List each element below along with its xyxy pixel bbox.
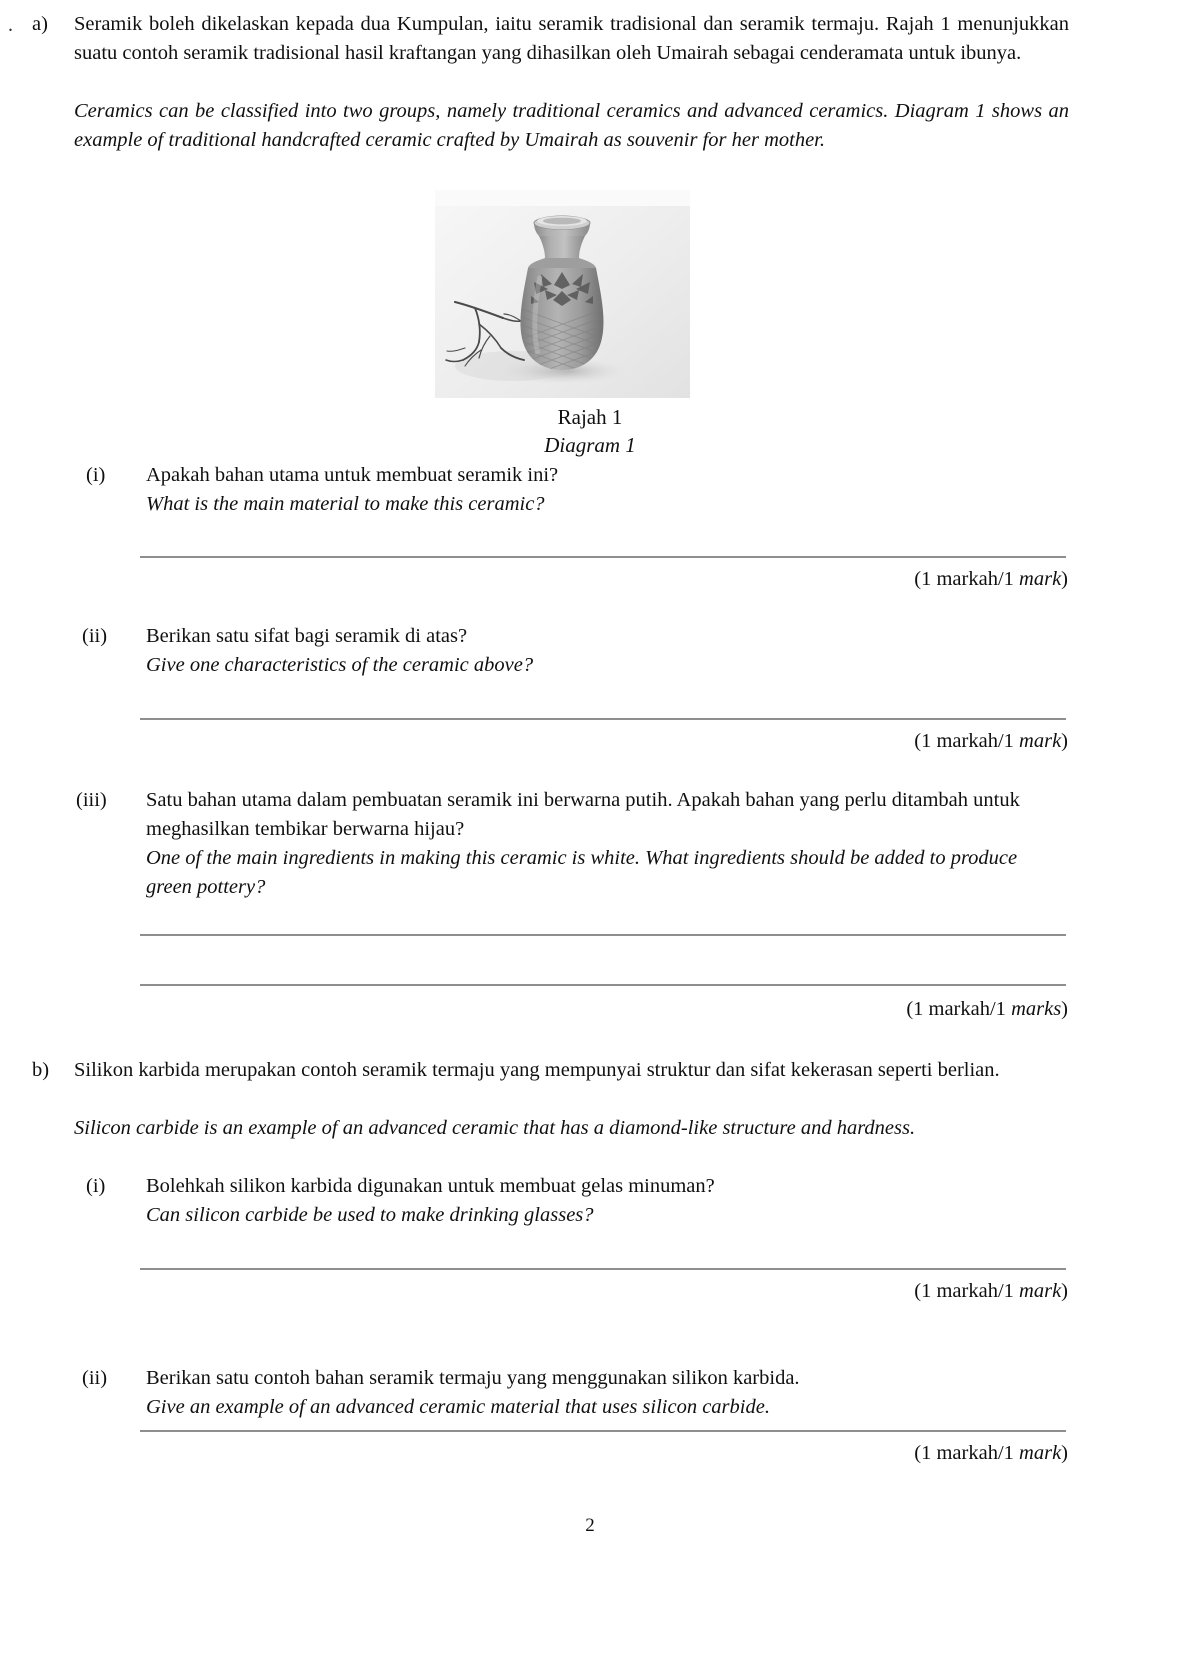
scan-artifact: . bbox=[8, 14, 13, 36]
question-b-ii-english: Give an example of an advanced ceramic material that uses silicon carbide. bbox=[146, 1396, 770, 1418]
question-b-i-english: Can silicon carbide be used to make drinking glasses? bbox=[146, 1204, 594, 1226]
question-a-iii-marker: (iii) bbox=[76, 789, 107, 811]
question-b-i-malay: Bolehkah silikon karbida digunakan untuk membuat gelas minuman? bbox=[146, 1175, 715, 1197]
question-a-iii-english: One of the main ingredients in making this ceramic is white. What ingredients should be added to produce green pottery? bbox=[146, 847, 1018, 898]
diagram-1-caption-malay: Rajah 1 bbox=[557, 405, 623, 429]
page-number: 2 bbox=[585, 1515, 595, 1536]
question-a-i-marker: (i) bbox=[86, 464, 106, 486]
marks-b-i bbox=[914, 1278, 1068, 1304]
marks-a-iii-suffix: ) bbox=[1061, 998, 1068, 1020]
marks-b-ii-suffix: ) bbox=[1061, 1442, 1068, 1464]
answer-line-b-i-1[interactable] bbox=[140, 1268, 1066, 1270]
marks-a-i-suffix: ) bbox=[1061, 568, 1068, 590]
question-a-ii-english: Give one characteristics of the ceramic above? bbox=[146, 654, 534, 676]
marks-a-ii-prefix: (1 markah/1 bbox=[914, 730, 1020, 752]
section-b-label: b) bbox=[32, 1059, 50, 1081]
marks-a-i-italic: mark bbox=[1019, 568, 1062, 590]
marks-a-i-prefix: (1 markah/1 bbox=[914, 568, 1020, 590]
marks-b-i-suffix: ) bbox=[1061, 1280, 1068, 1302]
marks-a-iii bbox=[906, 996, 1068, 1022]
answer-line-b-ii-1[interactable] bbox=[140, 1430, 1066, 1432]
question-a-i-english: What is the main material to make this ceramic? bbox=[146, 493, 545, 515]
question-b-i-marker: (i) bbox=[86, 1175, 106, 1197]
diagram-1-image bbox=[435, 190, 690, 398]
section-a-label: a) bbox=[32, 13, 48, 35]
section-b-english-intro: Silicon carbide is an example of an advanced ceramic that has a diamond-like structure and hardness. bbox=[74, 1117, 916, 1139]
diagram-1-caption-english: Diagram 1 bbox=[544, 433, 636, 457]
marks-a-ii-suffix: ) bbox=[1061, 730, 1068, 752]
answer-line-a-ii-1[interactable] bbox=[140, 718, 1066, 720]
question-a-ii-marker: (ii) bbox=[82, 625, 108, 647]
question-a-ii-malay: Berikan satu sifat bagi seramik di atas? bbox=[146, 625, 468, 647]
section-b-malay-intro: Silikon karbida merupakan contoh seramik termaju yang mempunyai struktur dan sifat kekerasan seperti berlian. bbox=[74, 1059, 1000, 1081]
marks-a-iii-italic: marks bbox=[1011, 998, 1062, 1020]
question-a-i-malay: Apakah bahan utama untuk membuat seramik ini? bbox=[146, 464, 559, 486]
question-b-ii-marker: (ii) bbox=[82, 1367, 108, 1389]
marks-b-ii bbox=[914, 1440, 1068, 1466]
marks-a-i bbox=[914, 566, 1068, 592]
answer-line-a-i-1[interactable] bbox=[140, 556, 1066, 558]
marks-b-ii-prefix: (1 markah/1 bbox=[914, 1442, 1020, 1464]
question-b-ii-malay: Berikan satu contoh bahan seramik termaju yang menggunakan silikon karbida. bbox=[146, 1367, 800, 1389]
marks-b-i-italic: mark bbox=[1019, 1280, 1062, 1302]
question-a-iii-malay: Satu bahan utama dalam pembuatan seramik ini berwarna putih. Apakah bahan yang perlu ditambah untuk meghasilkan tembikar berwarna hijau? bbox=[146, 789, 1020, 840]
marks-a-ii bbox=[914, 728, 1068, 754]
marks-b-i-prefix: (1 markah/1 bbox=[914, 1280, 1020, 1302]
answer-line-a-iii-1[interactable] bbox=[140, 934, 1066, 936]
answer-line-a-iii-2[interactable] bbox=[140, 984, 1066, 986]
marks-a-ii-italic: mark bbox=[1019, 730, 1062, 752]
marks-a-iii-prefix: (1 markah/1 bbox=[906, 998, 1012, 1020]
marks-b-ii-italic: mark bbox=[1019, 1442, 1062, 1464]
section-a-english-intro: Ceramics can be classified into two groups, namely traditional ceramics and advanced ceramics. Diagram 1 shows an example of traditional handcrafted ceramic crafted by Umairah as souvenir for her mother. bbox=[74, 100, 1069, 151]
section-a-malay-intro: Seramik boleh dikelaskan kepada dua Kumpulan, iaitu seramik tradisional dan seramik termaju. Rajah 1 menunjukkan suatu contoh seramik tradisional hasil kraftangan yang dihasilkan oleh Umairah sebagai cenderamata untuk ibunya. bbox=[74, 13, 1069, 64]
